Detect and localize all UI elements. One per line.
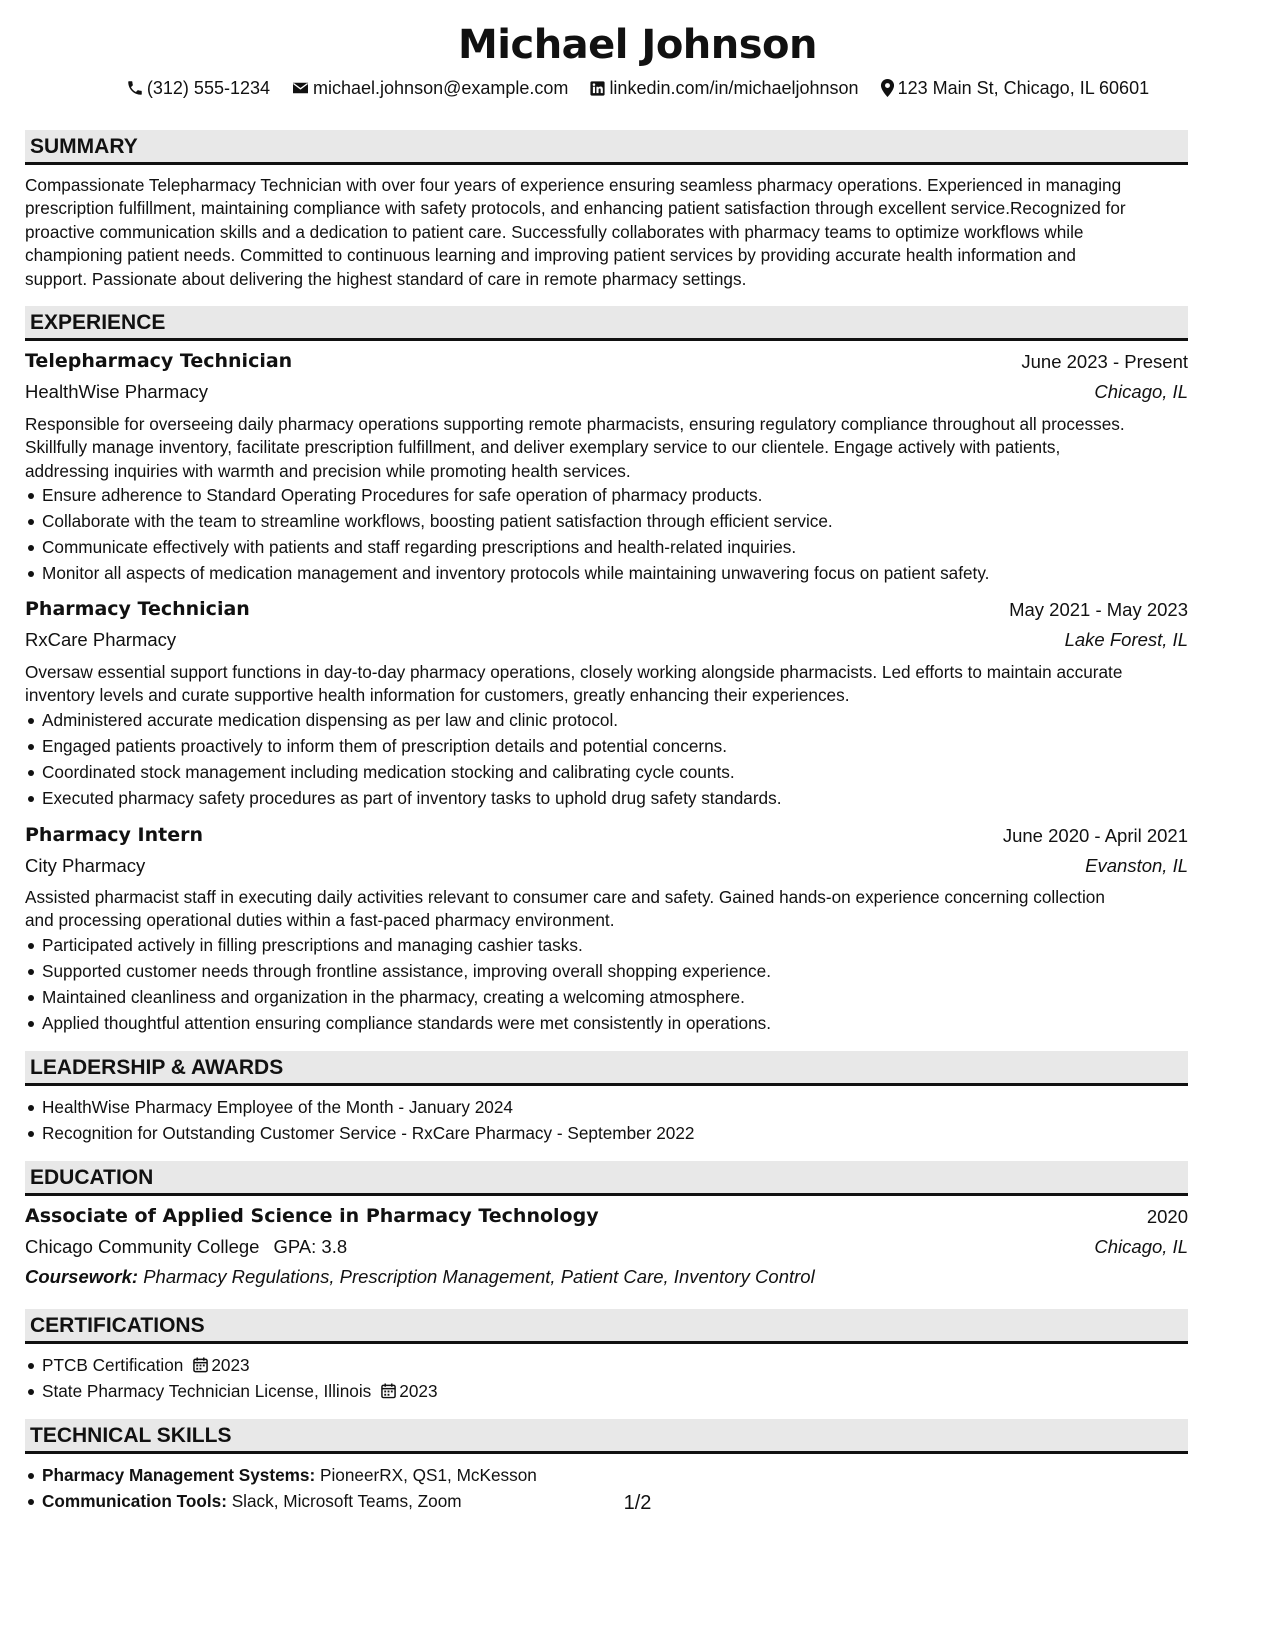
coursework-list: Pharmacy Regulations, Prescription Management, Patient Care, Inventory Control [143,1266,815,1287]
job-description [25,886,1188,933]
summary-header [25,130,1188,165]
contact-bar [0,78,1275,99]
map-pin-icon [880,79,895,97]
list-item: Monitor all aspects of medication management and inventory protocols while maintaining unwavering focus on patient safety. [25,561,1188,587]
summary-line: championing patient needs. Committed to continuous learning and improving patient services by providing accurate health information and [25,245,1076,266]
list-item: Applied thoughtful attention ensuring compliance standards were met consistently in operations. [25,1011,1188,1037]
job-title: Telepharmacy Technician [25,350,293,372]
leadership-header [25,1051,1188,1086]
cert-name: State Pharmacy Technician License, Illinois [42,1381,372,1401]
job-company: HealthWise Pharmacy [25,381,209,402]
job-dates: May 2021 - May 2023 [1009,599,1188,620]
gpa-label: GPA: 3.8 [273,1236,348,1257]
list-item [25,1379,1188,1405]
summary-text [25,174,1188,291]
education-title: EDUCATION [30,1166,154,1189]
job-location: Evanston, IL [1085,855,1188,876]
list-item: Participated actively in filling prescriptions and managing cashier tasks. [25,933,1188,959]
job-company: RxCare Pharmacy [25,629,177,650]
contact-email[interactable] [291,78,568,99]
list-item: Administered accurate medication dispensing as per law and clinic protocol. [25,708,1188,734]
job-desc-line: addressing inquiries with warmth and precision while promoting health services. [25,460,631,481]
summary-line: prescription fulfillment, maintaining compliance with safety protocols, and enhancing patient satisfaction through excellent service.Recognized for [25,198,1126,219]
summary-line: Compassionate Telepharmacy Technician with over four years of experience ensuring seamless pharmacy operations. Experienced in managing [25,175,1122,195]
school-label: Chicago Community College [25,1236,260,1257]
list-item: Ensure adherence to Standard Operating Procedures for safe operation of pharmacy products. [25,483,1188,509]
page-number: 1/2 [623,1492,652,1514]
job-bullets [25,483,1188,587]
job-desc-line: Oversaw essential support functions in day-to-day pharmacy operations, closely working alongside pharmacists. Led efforts to maintain accurate [25,662,1123,682]
list-item: Supported customer needs through frontline assistance, improving overall shopping experience. [25,959,1188,985]
list-item: Collaborate with the team to streamline workflows, boosting patient satisfaction through efficient service. [25,509,1188,535]
job-desc-line: inventory levels and curate supportive health information for customers, greatly enhancing their experiences. [25,685,850,706]
job-title: Pharmacy Intern [25,824,203,846]
school-location: Chicago, IL [1094,1236,1188,1257]
cert-name: PTCB Certification [42,1355,184,1375]
address-text: 123 Main St, Chicago, IL 60601 [897,78,1150,98]
list-item: Executed pharmacy safety procedures as part of inventory tasks to uphold drug safety standards. [25,786,1188,812]
job-desc-line: Skillfully manage inventory, facilitate prescription fulfillment, and deliver exemplary service to our clientele. Engage actively with patients, [25,437,1061,458]
coursework-label: Coursework: [25,1266,139,1287]
linkedin-text: linkedin.com/in/michaeljohnson [609,78,859,98]
phone-text: (312) 555-1234 [146,78,270,98]
envelope-icon [291,79,310,97]
calendar-icon [193,1357,208,1373]
cert-year: 2023 [211,1355,250,1375]
skills-header [25,1419,1188,1454]
list-item: Coordinated stock management including medication stocking and calibrating cycle counts. [25,760,1188,786]
summary-line: proactive communication skills and a dedication to patient care. Successfully collaborates with pharmacy teams to optimize workflows while [25,221,1084,242]
list-item [25,1463,1188,1489]
list-item: Maintained cleanliness and organization in the pharmacy, creating a welcoming atmosphere. [25,985,1188,1011]
degree-title: Associate of Applied Science in Pharmacy Technology [25,1205,599,1227]
leadership-list [25,1095,1188,1147]
certifications-list [25,1353,1188,1405]
skill-value: PioneerRX, QS1, McKesson [320,1465,537,1485]
job-desc-line: Responsible for overseeing daily pharmacy operations supporting remote pharmacists, ensuring regulatory compliance throughout all processes. [25,414,1125,434]
linkedin-icon [589,80,606,97]
summary-line: support. Passionate about delivering the highest standard of care in remote pharmacy settings. [25,268,747,289]
list-item: Engaged patients proactively to inform them of prescription details and potential concerns. [25,734,1188,760]
cert-year: 2023 [399,1381,438,1401]
graduation-year: 2020 [1146,1206,1188,1227]
list-item: Communicate effectively with patients and staff regarding prescriptions and health-related inquiries. [25,535,1188,561]
job-company: City Pharmacy [25,855,146,876]
calendar-icon [381,1383,396,1399]
skills-title: TECHNICAL SKILLS [30,1424,232,1447]
job-dates: June 2023 - Present [1021,351,1188,372]
email-text: michael.johnson@example.com [313,78,569,98]
job-dates: June 2020 - April 2021 [1002,825,1188,846]
candidate-name: Michael Johnson [457,22,818,68]
list-item: HealthWise Pharmacy Employee of the Month - January 2024 [25,1095,1188,1121]
job-title: Pharmacy Technician [25,598,250,620]
job-description [25,413,1188,483]
leadership-title: LEADERSHIP & AWARDS [30,1056,284,1079]
certifications-header [25,1309,1188,1344]
job-description [25,661,1188,708]
experience-header [25,306,1188,341]
school-name [25,1236,347,1258]
job-location: Chicago, IL [1094,381,1188,402]
contact-linkedin[interactable] [589,78,858,99]
job-desc-line: and processing operational duties within a fast-paced pharmacy environment. [25,910,615,931]
skill-value: Slack, Microsoft Teams, Zoom [231,1491,462,1511]
list-item [25,1353,1188,1379]
skill-label: Communication Tools: [42,1491,227,1511]
phone-icon [126,79,144,97]
job-location: Lake Forest, IL [1064,629,1188,650]
list-item: Recognition for Outstanding Customer Service - RxCare Pharmacy - September 2022 [25,1121,1188,1147]
certifications-title: CERTIFICATIONS [30,1314,205,1337]
job-desc-line: Assisted pharmacist staff in executing daily activities relevant to consumer care and safety. Gained hands-on experience concerning collection [25,887,1105,907]
job-bullets [25,933,1188,1037]
contact-address [880,78,1150,99]
job-bullets [25,708,1188,812]
coursework [25,1266,815,1288]
experience-title: EXPERIENCE [30,311,166,334]
contact-phone[interactable] [126,78,270,99]
skill-label: Pharmacy Management Systems: [42,1465,316,1485]
education-header [25,1161,1188,1196]
summary-title: SUMMARY [30,135,138,158]
